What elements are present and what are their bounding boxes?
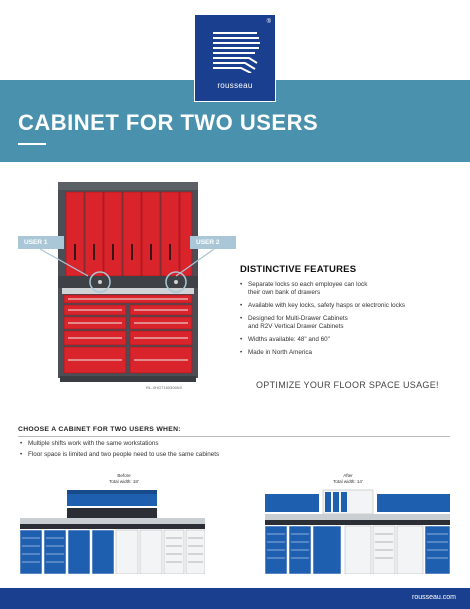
brand-name: rousseau	[217, 81, 253, 90]
user-2-label: USER 2	[190, 236, 236, 249]
feature-item: • Designed for Multi-Drawer Cabinets and R2V Vertical Drawer Cabinets	[238, 315, 463, 331]
after-caption: After Total width: 14'	[333, 473, 363, 484]
choose-item: • Multiple shifts work with the same workstations	[18, 440, 438, 448]
tagline: OPTIMIZE YOUR FLOOR SPACE USAGE!	[256, 380, 439, 390]
feature-item: • Widths available: 48" and 60"	[238, 336, 463, 344]
cabinet-illustration	[58, 182, 198, 382]
registered-mark: ®	[266, 19, 271, 25]
logo-lines-icon	[207, 29, 265, 73]
before-illustration	[20, 488, 205, 574]
title-underline	[18, 143, 46, 145]
after-illustration	[265, 488, 450, 574]
footer-bar	[0, 588, 470, 609]
part-number: RL-XHG7160306NX	[146, 385, 183, 390]
choose-title: CHOOSE A CABINET FOR TWO USERS WHEN:	[18, 426, 181, 433]
page-title: CABINET FOR TWO USERS	[18, 110, 319, 135]
features-list	[238, 281, 463, 362]
feature-item: • Made in North America	[238, 349, 463, 357]
user-1-label: USER 1	[18, 236, 64, 249]
choose-item: • Floor space is limited and two people need to use the same cabinets	[18, 451, 438, 459]
feature-item: • Separate locks so each employee can lock their own bank of drawers	[238, 281, 463, 297]
features-title: DISTINCTIVE FEATURES	[240, 264, 357, 275]
feature-item: • Available with key locks, safety hasps or electronic locks	[238, 302, 463, 310]
section-divider	[18, 436, 450, 437]
choose-list	[18, 440, 438, 462]
before-caption: Before Total width: 18'	[109, 473, 139, 484]
website-link[interactable]: rousseau.com	[412, 594, 456, 601]
brand-logo	[194, 14, 276, 102]
